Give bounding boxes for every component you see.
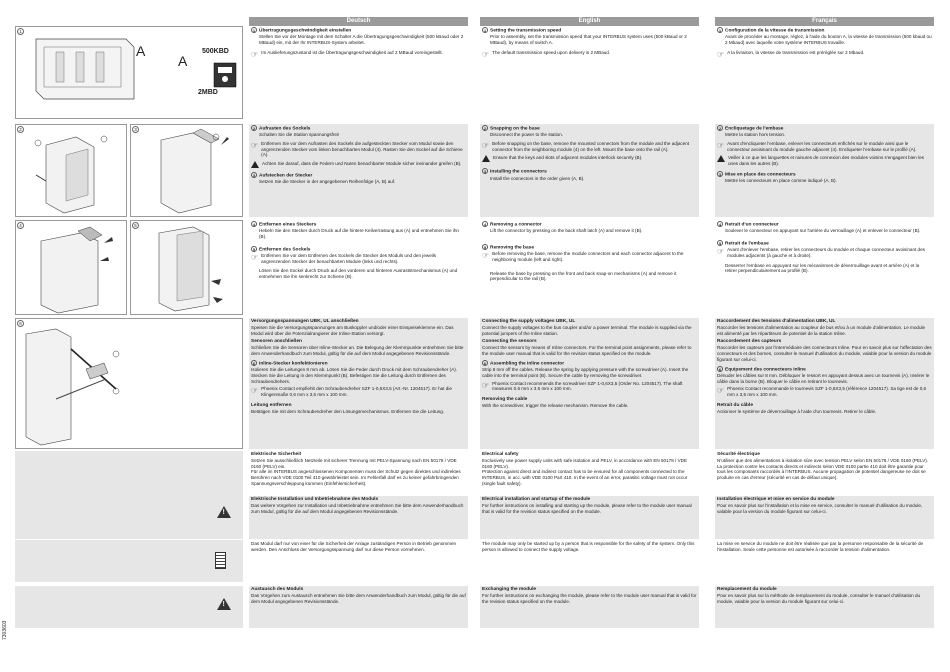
de-s2-warn: Achten Sie darauf, dass die Federn und Nuten benachbarter Module sicher ineinander greifen (B). — [262, 161, 462, 167]
en-section-11 — [480, 496, 699, 539]
fr-s8-note: Phoenix Contact recommande le tournevis SZF 1-0,6X3,5 (référence 1204517). Sa tige est de 0,6 mm x 3,5 mm x 100 mm. — [727, 386, 927, 398]
warning-icon-2 — [217, 598, 231, 610]
figure-6 — [15, 318, 243, 449]
fr-s11-body2: La mise en service du module ne doit être réalisée que par la personne responsable de la sécurité de l'installation. Seule cette personne est autorisée à raccorder la tension d'alimentation. — [717, 541, 924, 552]
de-s1-note: Im Auslieferungszustand ist die Übertragungsgeschwindigkeit auf 2 MBaud voreingestellt. — [261, 49, 443, 55]
fr-s2-note: Avant d'encliqueter l'embase, enlever les connecteurs enfichés sur le module ainsi que le connecteur avoisinant du module gauche adjacent (4). Encliqueter l'embase sur le profilé (A). — [727, 140, 917, 152]
fr-s12-body: Pour en savoir plus sur la méthode de remplacement du module, consulter le manuel d'utilisation du module, valable pour la version du module figurant sur celui-ci. — [717, 592, 921, 604]
de-section-10 — [249, 451, 468, 496]
en-s6-body: Connect the supply voltages to the bus coupler and/or a power terminal. The module is supplied via the potential jumpers of the Inline station. — [482, 324, 692, 336]
de-s4-body: Hebeln Sie den Stecker durch Druck auf die hintere Keilverrastung aus (A) und entnehmen Sie ihn (B). — [259, 228, 459, 239]
en-s8-title: Assembling the Inline connector — [490, 361, 565, 367]
fr-section-6: Raccordement des tensions d'alimentation UBK, UL Raccorder les tensions d'alimentation au coupleur de bus et/ou à un module d'alimentation. Le module est alimenté par les répartiteurs de potentiel de la station Inline. Raccordement des capteurs Raccorder les capteurs par l'intermédiaire des connecteurs Inline. Pour en savoir plus sur l'affectation des connecteurs et des bornes, consulter le manuel d'utilisation du module, valable pour la version du module figurant sur celui-ci. 6 Equipement des connecteurs Inline Dénuder les câbles sur 8 mm. Débloquer le ressort en appuyant dessus avec un tournevis (A). Insérer le câble dans la borne (B). Bloquer le câble en retirant le tournevis. ☞ Phoenix Contact recommande le tournevis SZF 1-0,6X3,5 (référence 1204517). Sa tige est de 0,6 mm x 3,5 mm x 100 mm. Retrait du câble Actionner le système de déverrouillage à l'aide d'un tournevis. Retirer le câble. — [715, 318, 934, 449]
en-s5-body: Before removing the base, remove the module connectors and each connector adjacent to the neighboring module (left and right). — [492, 251, 684, 262]
de-s11-body: Das weitere Vorgehen zur Installation und Inbetriebnahme entnehmen Sie bitte dem Anwenderhandbuch zum Modul, gültig für die auf dem Modul angegebenen Revisionsstände. — [251, 502, 464, 514]
hand-note-icon: ☞ — [482, 380, 490, 390]
en-s2-title: Snapping on the base — [490, 126, 540, 132]
base-snap-illustration — [16, 125, 128, 218]
hand-note-icon: ☞ — [717, 247, 725, 257]
de-s9-title: Leitung entfernen — [251, 402, 292, 408]
fr-section-1: 1 Configuration de la vitesse de transmission Avant de procéder au montage, réglez, à l'aide du bouton A, la vitesse de transmission (500 kbaud ou 2 Mbaud) avec laquelle votre système INTERBUS travaille. ☞ A la livraison, la vitesse de transmission est préréglée sur 2 Mbaud. — [717, 28, 932, 59]
fr-s10-title: Sécurité électrique — [717, 452, 760, 457]
de-s1-title: Übertragungsgeschwindigkeit einstellen — [259, 28, 352, 34]
fr-s2-title: Encliquetage de l'embase — [725, 126, 784, 132]
fr-s6-body: Raccorder les tensions d'alimentation au coupleur de bus et/ou à un module d'alimentation. Le module est alimenté par les répartiteurs de potentiel de la station Inline. — [717, 324, 926, 336]
en-s7-body: Connect the sensors by means of Inline connectors. For the terminal point assignments, please refer to the module user manual that is valid for the revision status specified on the module. — [482, 345, 692, 357]
en-s4-body: Lift the connector by pressing on the back shaft latch (A) and remove it (B). — [490, 228, 643, 234]
hand-note-icon: ☞ — [482, 140, 490, 150]
figure-6-number: 6 — [17, 320, 24, 327]
hand-note-icon: ☞ — [251, 386, 259, 396]
base-remove-illustration — [131, 221, 244, 316]
fr-s4-title: Retrait d'un connecteur — [725, 222, 779, 228]
en-s2-note: Before snapping on the base, remove the mounted connectors from the module and the adjacent connector from the neighboring module (4) on the left. Mount the base onto the rail (A). — [492, 140, 690, 152]
de-section-1: 1 Übertragungsgeschwindigkeit einstellen Stellen Sie vor der Montage mit dem Schalter A die Übertragungsgeschwindigkeit (500 kBaud oder 2 MBaud) ein, mit der Ihr INTERBUS-System arbeitet. ☞ Im Auslieferungszustand ist die Übertragungsgeschwindigkeit auf 2 MBaud voreingestellt. — [249, 26, 468, 119]
en-s11-body2: The module may only be started up by a person that is responsible for the safety of the system. Only this person is allowed to connect the supply voltage. — [482, 541, 695, 552]
en-section-4: 4 Removing a connector Lift the connector by pressing on the back shaft latch (A) and remove it (B). 5 Removing the base ☞ Before removing the base, remove the module connectors and each connector adjacent to the neighboring module (left and right). Release the base by pressing on the front and back snap-on mechanisms (A) and remove it perpendicular to the rail (B). — [480, 220, 699, 315]
de-s7-body: Schließen Sie die Sensoren über Inline-Stecker an. Die Belegung der Klemmpunkte entnehmen Sie bitte dem Anwenderhandbuch zum Modul, gültig für die auf dem Modul angegebenen Revisionsstände. — [251, 345, 464, 357]
startup-side-panel — [15, 540, 243, 582]
en-s8-body: Strip 8 mm off the cables. Release the spring by applying pressure with the screwdriver (A). Insert the cable into the terminal point (B). Secure the cable by removing the screwdriver. — [482, 367, 689, 378]
figure-5 — [130, 220, 243, 315]
en-s10-body2: Protection against direct and indirect contact has to be ensured for all components connected to the INTERBUS, in acc. with VDE 0100 Part 410. In the event of an error, parasitic voltage must not occur (single fault safety). — [482, 469, 688, 486]
en-s10-body: Exclusively use power supply units with safe isolation and PELV, in accordance with EN 50178 / VDE 0160 (PELV). — [482, 457, 688, 469]
manual-icon — [215, 552, 226, 569]
install-side-panel — [15, 496, 243, 539]
fr-s12-title: Remplacement du module — [717, 587, 777, 592]
module-illustration — [16, 27, 244, 120]
de-section-11 — [249, 496, 468, 539]
figure-1 — [15, 26, 243, 119]
fr-section-10 — [715, 451, 934, 496]
fr-s3-title: Mise en place des connecteurs — [725, 172, 796, 178]
caution-icon — [717, 155, 725, 162]
connector-remove-illustration — [16, 221, 128, 316]
de-s12-title: Austausch des Moduls — [251, 587, 304, 592]
en-s6-title: Connecting the supply voltages UBK, UL — [482, 319, 576, 324]
en-s1-body: Prior to assembly, set the transmission speed that your INTERBUS system uses (500 kBaud or 2 MBaud), by means of switch A. — [490, 34, 687, 45]
fr-s10-body2: La protection contre les contacts directs et indirects selon VDE 0100 partie 410 doit être garantie pour tous les composants raccordés à l'INTERBUS. Aucune propagation de potentiel dangereuse ne doit se produire en cas d'erreur (sécurité en cas de défaut unique). — [717, 463, 926, 481]
connector-install-illustration — [131, 125, 244, 218]
de-s3-body: Setzen Sie die Stecker in der angegebenen Reihenfolge (A, B) auf. — [259, 179, 396, 185]
fr-s5-body: Avant d'enlever l'embase, retirer les connecteurs du module et chaque connecteur avoisinant des modules adjacents (à gauche et à droite). — [727, 247, 925, 258]
hand-note-icon: ☞ — [482, 251, 490, 261]
column-header-english: English — [480, 17, 699, 26]
hand-note-icon: ☞ — [251, 252, 259, 262]
fr-s5-title: Retrait de l'embase — [725, 241, 769, 247]
fr-s5-body2: Desserrer l'embase en appuyant sur les mécanismes de déverrouillage avant et arrière (A) et la retirer perpendiculairement au profilé (B). — [725, 262, 920, 274]
switch-label-a: A — [136, 43, 146, 59]
column-header-german: Deutsch — [249, 17, 468, 26]
fr-s8-title: Equipement des connecteurs Inline — [725, 366, 806, 372]
en-s5-body2: Release the base by pressing on the front and back snap-on mechanisms (A) and remove it perpendicular to the rail (B). — [490, 270, 677, 282]
de-s8-body: Isolieren Sie die Leitungen 8 mm ab. Lösen Sie die Feder durch Druck mit dem Schraubendreher (A). Stecken Sie die Leitung in den Klemmpunkt (B). Befestigen Sie die Leitung durch Entfernen des Schraubendrehers. — [251, 367, 458, 384]
en-s2-body: Disconnect the power to the station. — [490, 132, 564, 138]
fr-s3-body: Mettre les connecteurs en place comme indiqué (A, B). — [725, 178, 837, 184]
figure-3 — [130, 124, 243, 217]
fr-s11-title: Installation électrique et mise en service du module — [717, 497, 835, 502]
de-s1-body: Stellen Sie vor der Montage mit dem Schalter A die Übertragungsgeschwindigkeit (500 kBaud oder 2 MBaud) ein, mit der Ihr INTERBUS-System arbeitet. — [259, 34, 464, 45]
fr-s11-body: Pour en savoir plus sur l'installation et la mise en service, consulter le manuel d'utilisation du module, valable pour la version du module figurant sur celui-ci. — [717, 502, 923, 514]
figure-4 — [15, 220, 127, 315]
figure-1-number: 1 — [17, 28, 24, 35]
en-s9-title: Removing the cable — [482, 397, 528, 403]
hand-note-icon: ☞ — [482, 49, 490, 59]
fr-s9-body: Actionner le système de déverrouillage à l'aide d'un tournevis. Retirer le câble. — [717, 408, 877, 414]
de-s6-body: Speisen Sie die Versorgungsspannungen am Buskoppler und/oder einer Einspeiseklemme ein. Das Modul wird über die Potenzialrangierer der Inline-Station versorgt. — [251, 324, 454, 336]
hand-note-icon: ☞ — [251, 49, 259, 59]
en-s3-title: Installing the connectors — [490, 169, 547, 175]
de-s6-title: Versorgungsspannungen UBK, UL anschließen — [251, 319, 359, 324]
fr-section-11b — [715, 540, 934, 582]
fr-section-11 — [715, 496, 934, 539]
en-s11-body: For further instructions on installing and starting up the module, please refer to the module user manual that is valid for the revision status specified on the module. — [482, 502, 692, 514]
en-s3-body: Install the connectors in the order given (A, B). — [490, 175, 585, 181]
caution-icon — [251, 161, 259, 168]
de-section-4: 4 Entfernen eines Steckers Hebeln Sie den Stecker durch Druck auf die hintere Keilverrastung aus (A) und entnehmen Sie ihn (B). 5 Entfernen des Sockels ☞ Entfernen Sie vor dem Entfernen des Sockels die Stecker des Moduls und den jeweils angrenzenden Stecker der benachbarten Module (links und rechts). Lösen Sie den Sockel durch Druck auf den vorderen und hinteren Ausraststmechanismus (A) und entnehmen Sie ihn senkrecht zur Schiene (B). — [249, 220, 468, 315]
en-s1-note: The default transmission speed upon delivery is 2 MBaud. — [492, 49, 611, 55]
fr-s9-title: Retrait du câble — [717, 402, 753, 408]
de-s8-title: Inline-Stecker konfektionieren — [259, 361, 328, 367]
de-section-6: Versorgungsspannungen UBK, UL anschließen Speisen Sie die Versorgungsspannungen am Buskoppler und/oder einer Einspeiseklemme ein. Das Modul wird über die Potenzialrangierer der Inline-Station versorgt. Sensoren anschließen Schließen Sie die Sensoren über Inline-Stecker an. Die Belegung der Klemmpunkte entnehmen Sie bitte dem Anwenderhandbuch zum Modul, gültig für die auf dem Modul angegebenen Revisionsstände. 6 Inline-Stecker konfektionieren Isolieren Sie die Leitungen 8 mm ab. Lösen Sie die Feder durch Druck mit dem Schraubendreher (A). Stecken Sie die Leitung in den Klemmpunkt (B). Befestigen Sie die Leitung durch Entfernen des Schraubendrehers. ☞ Phoenix Contact empfiehlt den Schraubendreher SZF 1-0,6X3,5 (Art.-Nr. 1204517). Er hat die Klingenmaße 0,6 mm x 3,5 mm x 100 mm. Leitung entfernen Betätigen Sie mit dem Schraubendreher den Lösungsmechanismus. Entfernen Sie die Leitung. — [249, 318, 468, 449]
en-s2-warn: Ensure that the keys and slots of adjacent modules interlock securely (B). — [493, 155, 643, 161]
fr-s7-title: Raccordement des capteurs — [717, 339, 782, 345]
en-section-11b — [480, 540, 699, 582]
de-s11-title: Elektrische Installation und Inbetriebnahme des Moduls — [251, 497, 379, 502]
de-s7-title: Sensoren anschließen — [251, 339, 302, 345]
de-s3-title: Aufstecken der Stecker — [259, 173, 313, 179]
de-s2-note: Entfernen Sie vor dem Aufrasten des Sockels die aufgesteckten Stecker vom Modul sowie den angrenzenden Stecker vom linken benachbarten Modul (4). Rasten Sie den Sockel auf die Schiene (A). — [261, 140, 463, 158]
en-section-1: 1 Setting the transmission speed Prior to assembly, set the transmission speed that your INTERBUS system uses (500 kBaud or 2 MBaud), by means of switch A. ☞ The default transmission speed upon delivery is 2 MBaud. — [480, 26, 699, 119]
de-s2-title: Aufrasten des Sockels — [259, 126, 311, 132]
en-s12-title: Exchanging the module — [482, 587, 537, 592]
fr-section-12 — [715, 586, 934, 628]
de-section-11b — [249, 540, 468, 582]
de-s5-body: Entfernen Sie vor dem Entfernen des Sockels die Stecker des Moduls und den jeweils angrenzenden Stecker der benachbarten Module (links und rechts). — [261, 252, 437, 264]
fr-s6-title: Raccordement des tensions d'alimentation UBK, UL — [717, 319, 836, 324]
fr-s2-warn: Veiller à ce que les languettes et rainures de connexion des modules voisins s'engagent bien les unes dans les autres (B). — [728, 155, 924, 167]
en-section-6: Connecting the supply voltages UBK, UL Connect the supply voltages to the bus coupler and/or a power terminal. The module is supplied via the potential jumpers of the Inline station. Connecting the sensors Connect the sensors by means of Inline connectors. For the terminal point assignments, please refer to the module user manual that is valid for the revision status specified on the module. 6 Assembling the Inline connector Strip 8 mm off the cables. Release the spring by applying pressure with the screwdriver (A). Insert the cable into the terminal point (B). Secure the cable by removing the screwdriver. ☞ Phoenix Contact recommends the screwdriver SZF 1-0,6X3,5 (Order No. 1204517). The shaft measures 0.6 mm x 3.5 mm x 100 mm. Removing the cable With the screwdriver, trigger the release mechanism. Remove the cable. — [480, 318, 699, 449]
en-s9-body: With the screwdriver, trigger the release mechanism. Remove the cable. — [482, 403, 629, 409]
de-section-2: 2 Aufrasten des Sockels Schalten Sie die Station spannungsfrei! ☞ Entfernen Sie vor dem Aufrasten des Sockels die aufgesteckten Stecker vom Modul sowie den angrenzenden Stecker vom linken benachbarten Modul (4). Rasten Sie den Sockel auf die Schiene (A). Achten Sie darauf, dass die Federn und Nuten benachbarter Module sicher ineinander greifen (B). 3 Aufstecken der Stecker Setzen Sie die Stecker in der angegebenen Reihenfolge (A, B) auf. — [249, 124, 468, 217]
hand-note-icon: ☞ — [717, 49, 725, 59]
fr-s1-body: Avant de procéder au montage, réglez, à l'aide du bouton A, la vitesse de transmission (500 kbaud ou 2 Mbaud) avec laquelle votre système INTERBUS travaille. — [725, 34, 932, 45]
hand-note-icon: ☞ — [717, 140, 725, 150]
en-section-2: 2 Snapping on the base Disconnect the power to the station. ☞ Before snapping on the base, remove the mounted connectors from the module and the adjacent connector from the neighboring module (4) on the left. Mount the base onto the rail (A). Ensure that the keys and slots of adjacent modules interlock securely (B). 3 Installing the connectors Install the connectors in the order given (A, B). — [480, 124, 699, 217]
en-section-10 — [480, 451, 699, 496]
hand-note-icon: ☞ — [251, 140, 259, 150]
de-s5-title: Entfernen des Sockels — [259, 246, 311, 252]
warning-icon — [217, 506, 231, 518]
fr-s4-body: Soulever le connecteur en appuyant sur l'arrière du verrouillage (A) et enlever le connecteur (B). — [725, 228, 921, 234]
figure-5-number: 5 — [132, 222, 139, 229]
fr-s1-title: Configuration de la vitesse de transmission — [725, 28, 825, 34]
en-s5-title: Removing the base — [490, 245, 534, 251]
figure-2 — [15, 124, 127, 217]
figure-3-number: 3 — [132, 126, 139, 133]
fr-section-2: 2 Encliquetage de l'embase Mettre la station hors tension. ☞ Avant d'encliqueter l'embase, enlever les connecteurs enfichés sur le module ainsi que le connecteur avoisinant du module gauche adjacent (4). Encliqueter l'embase sur le profilé (A). Veiller à ce que les languettes et rainures de connexion des modules voisins s'engagent bien les unes dans les autres (B). 3 Mise en place des connecteurs Mettre les connecteurs en place comme indiqué (A, B). — [715, 124, 934, 217]
en-s4-title: Removing a connector — [490, 222, 542, 228]
de-s11-body2: Das Modul darf nur von einer für die Sicherheit der Anlage zuständigen Person in Betrieb genommen werden. Den Anschluss der Versorgungsspannung darf nur diese Person vornehmen. — [251, 541, 457, 552]
document-code: 7303603 — [2, 620, 8, 640]
column-header-french: Français — [715, 17, 934, 26]
label-500kbd: 500KBD — [202, 48, 229, 55]
en-s7-title: Connecting the sensors — [482, 339, 537, 345]
de-s4-title: Entfernen eines Steckers — [259, 222, 317, 228]
figure-2-number: 2 — [17, 126, 24, 133]
de-s12-body: Das Vorgehen zum Austausch entnehmen Sie bitte dem Anwenderhandbuch zum Modul, gültig für die auf dem Modul angegebenen Revisionsstände. — [251, 592, 466, 604]
caution-icon — [482, 155, 490, 162]
label-2mbd: 2MBD — [198, 89, 218, 96]
de-s5-body2: Lösen Sie den Sockel durch Druck auf den vorderen und hinteren Ausraststmechanismus (A) und entnehmen Sie ihn senkrecht zur Schiene (B). — [259, 268, 458, 280]
de-s10-body: Setzen Sie ausschließlich Netzteile mit sicherer Trennung mit PELV-Spannung nach EN 50178 / VDE 0160 (PELV) ein. — [251, 457, 457, 469]
en-s10-title: Electrical safety — [482, 452, 519, 457]
switch-label-a-2: A — [178, 53, 188, 69]
de-s8-note: Phoenix Contact empfiehlt den Schraubendreher SZF 1-0,6X3,5 (Art.-Nr. 1204517). Er hat die Klingenmaße 0,6 mm x 3,5 mm x 100 mm. — [261, 386, 452, 398]
de-s2-body: Schalten Sie die Station spannungsfrei! — [259, 132, 340, 138]
safety-side-panel — [15, 451, 243, 496]
de-s10-body2: Für alle im INTERBUS angeschlossenen Komponenten muss der Schutz gegen direktes und indirektes Berühren nach VDE 0100 Teil 410 gewährleistet sein. Im Fehlerfall darf es zu keiner gefahrbringenden Spannungsverschleppung kommen (Einfehlersicherheit). — [251, 469, 461, 486]
de-s9-body: Betätigen Sie mit dem Schraubendreher den Lösungsmechanismus. Entfernen Sie die Leitung. — [251, 408, 445, 414]
hand-note-icon: ☞ — [717, 386, 725, 396]
fr-s8-body: Dénuder les câbles sur 8 mm. Débloquer le ressort en appuyant dessus avec un tournevis (A). Insérer le câble dans la borne (B). Bloquer le câble en retirant le tournevis. — [717, 372, 930, 384]
fr-section-4: 4 Retrait d'un connecteur Soulever le connecteur en appuyant sur l'arrière du verrouillage (A) et enlever le connecteur (B). 5 Retrait de l'embase ☞ Avant d'enlever l'embase, retirer les connecteurs du module et chaque connecteur avoisinant des modules adjacents (à gauche et à droite). Desserrer l'embase en appuyant sur les mécanismes de déverrouillage avant et arrière (A) et la retirer perpendiculairement au profilé (B). — [715, 220, 934, 315]
en-section-12 — [480, 586, 699, 628]
fr-s7-body: Raccorder les capteurs par l'intermédiaire des connecteurs Inline. Pour en savoir plus sur l'affectation des connecteurs et des bornes, consulter le manuel d'utilisation du module, valable pour la version du module figurant sur celui-ci. — [717, 345, 932, 362]
en-s11-title: Electrical installation and startup of the module — [482, 497, 591, 502]
de-section-12 — [249, 586, 468, 628]
en-s8-note: Phoenix Contact recommends the screwdriver SZF 1-0,6X3,5 (Order No. 1204517). The shaft measures 0.6 mm x 3.5 mm x 100 mm. — [492, 380, 683, 392]
en-s12-body: For further instructions on exchanging the module, please refer to the module user manual that is valid for the revision status specified on the module. — [482, 592, 697, 604]
wiring-illustration — [16, 319, 244, 450]
en-s1-title: Setting the transmission speed — [490, 28, 562, 34]
fr-s10-body: N'utiliser que des alimentations à isolation sûre avec tension PELV selon EN 50178 / VDE 0160 (PELV). — [717, 457, 929, 463]
fr-s2-body: Mettre la station hors tension. — [725, 132, 786, 138]
fr-s1-note: A la livraison, la vitesse de transmission est préréglée sur 2 Mbaud. — [727, 49, 865, 55]
de-s10-title: Elektrische Sicherheit — [251, 452, 302, 457]
figure-4-number: 4 — [17, 222, 24, 229]
exchange-side-panel — [15, 586, 243, 628]
